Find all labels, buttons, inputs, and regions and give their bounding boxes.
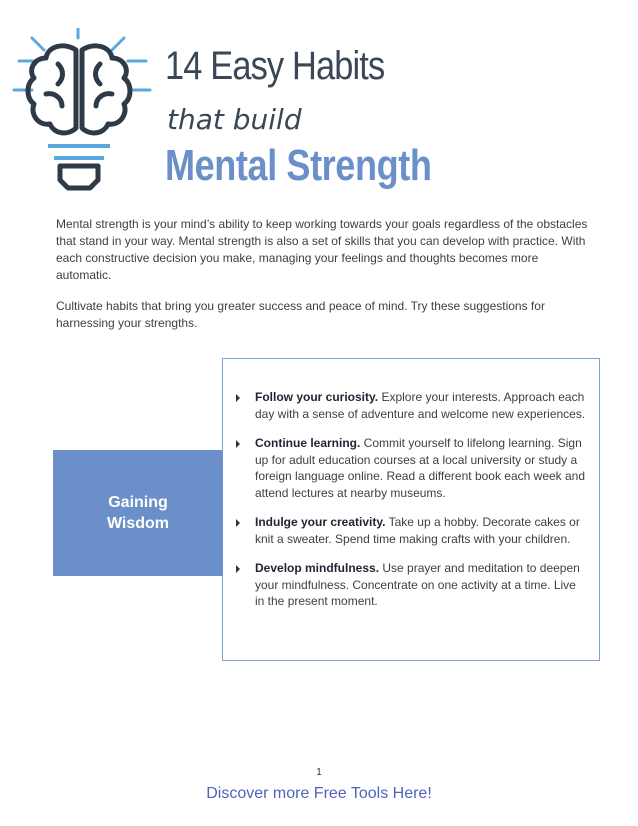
habit-item xyxy=(236,435,586,501)
free-tools-link[interactable]: Discover more Free Tools Here! xyxy=(206,785,432,802)
page-subtitle: that build xyxy=(167,103,302,136)
page-number: 1 xyxy=(316,767,322,778)
intro-text xyxy=(56,216,596,346)
habit-title: Continue learning. xyxy=(255,436,361,450)
habit-title: Follow your curiosity. xyxy=(255,390,379,404)
habit-title: Develop mindfulness. xyxy=(255,561,380,575)
habit-title: Indulge your creativity. xyxy=(255,515,386,529)
brain-lightbulb-logo-icon xyxy=(4,28,162,208)
bullet-triangle-icon xyxy=(236,440,240,448)
habit-text: Use prayer and meditation to deepen your mindfulness. Concentrate on one activity at a time. Live in the present moment. xyxy=(255,561,580,608)
habit-text: Commit yourself to lifelong learning. Sign up for adult education courses at a local university or study a foreign language online. Read a different book each week and attend lectures at nearby museums. xyxy=(255,436,586,500)
page-title-accent: Mental Strength xyxy=(165,141,432,190)
habit-text: Take up a hobby. Decorate cakes or knit a sweater. Spend time making crafts with your children. xyxy=(255,515,580,546)
bullet-triangle-icon xyxy=(236,519,240,527)
intro-paragraph: Cultivate habits that bring you greater success and peace of mind. Try these suggestions for harnessing your strengths. xyxy=(56,299,545,330)
habit-text: Explore your interests. Approach each day with a sense of adventure and welcome new experiences. xyxy=(255,390,586,421)
bullet-triangle-icon xyxy=(236,565,240,573)
section-label: Gaining Wisdom xyxy=(106,494,170,532)
habit-item xyxy=(236,389,586,422)
section-label-box xyxy=(53,450,223,576)
intro-paragraph: Mental strength is your mind’s ability to keep working towards your goals regardless of the obstacles that stand in your way. Mental strength is also a set of skills that you can develop with practice. With each constructive decision you make, managing your feelings and thoughts becomes more automatic. xyxy=(56,217,588,282)
page-title: 14 Easy Habits xyxy=(165,44,385,88)
bullet-triangle-icon xyxy=(236,394,240,402)
habit-list xyxy=(236,389,586,623)
habit-item xyxy=(236,514,586,547)
habit-item xyxy=(236,560,586,610)
